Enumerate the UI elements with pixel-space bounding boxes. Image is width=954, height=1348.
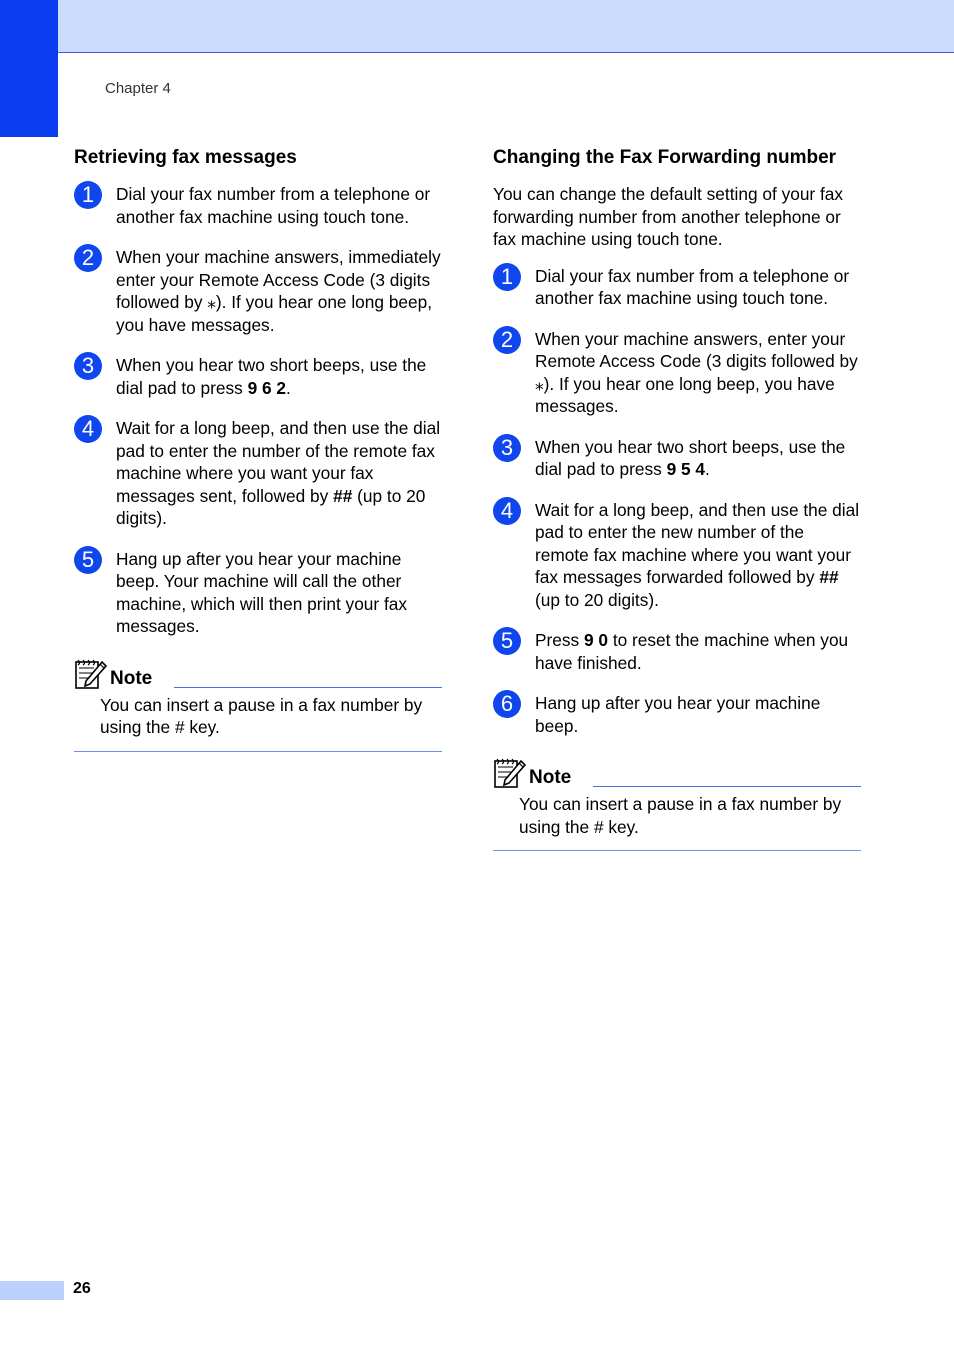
step-text: When you hear two short beeps, use the dial pad to press (116, 355, 427, 398)
step (74, 183, 442, 228)
step-text-end: (up to 20 digits). (116, 485, 426, 528)
section-title-retrieving: Retrieving fax messages (74, 147, 297, 168)
right-column (493, 145, 861, 851)
note-box (493, 755, 861, 851)
step-text: Dial your fax number from a telephone or another fax machine using touch tone. (116, 184, 431, 227)
step-number: 2 (493, 326, 521, 354)
step-text: When you hear two short beeps, use the dial pad to press (535, 436, 846, 479)
step (74, 417, 442, 530)
chapter-label: Chapter 4 (105, 80, 171, 97)
left-column (74, 145, 442, 752)
step-text: Wait for a long beep, and then use the dial pad to enter the new number of the remote fax machine where you want your fax messages forwarded followed by (535, 499, 860, 587)
step (74, 246, 442, 336)
step-number: 1 (493, 263, 521, 291)
step-text-end: (up to 20 digits). (535, 589, 659, 610)
step-text: Hang up after you hear your machine beep. (535, 693, 821, 736)
step (74, 548, 442, 638)
step-text: Press (535, 630, 584, 650)
step-text: When your machine answers, enter your Remote Access Code (3 digits followed by ⁎). If you hear one long beep, you have messages. (535, 328, 858, 416)
note-text: You can insert a pause in a fax number by using the # key. (519, 794, 842, 837)
step (493, 265, 861, 310)
note-bottom-rule (74, 751, 442, 752)
step-number: 2 (74, 244, 102, 272)
header-band (58, 0, 954, 53)
section-title-changing: Changing the Fax Forwarding number (493, 147, 837, 168)
step (493, 692, 861, 737)
key-sequence: 9 6 2 (247, 377, 287, 398)
step-number: 5 (74, 546, 102, 574)
note-text: You can insert a pause in a fax number by using the # key. (100, 694, 423, 737)
step-number: 6 (493, 690, 521, 718)
step-text-end: . (705, 459, 710, 479)
step (493, 436, 861, 481)
step-text: When your machine answers, immediately enter your Remote Access Code (3 digits followed by ⁎). If you hear one long beep, you have messages. (116, 247, 441, 335)
key-sequence: 9 0 (583, 630, 609, 650)
step (493, 629, 861, 674)
step-text-end: . (286, 377, 291, 398)
key-sequence: ## (819, 567, 839, 587)
note-title: Note (110, 667, 153, 689)
step (74, 354, 442, 399)
key-sequence: 9 5 4 (666, 459, 706, 479)
step-number: 3 (493, 434, 521, 462)
note-title: Note (529, 767, 572, 788)
step-text: Wait for a long beep, and then use the dial pad to enter the number of the remote fax machine where you want your fax messages sent, followed by (116, 418, 441, 506)
step (493, 328, 861, 418)
step-text-end: to reset the machine when you have finished. (535, 630, 849, 673)
step-text: Hang up after you hear your machine beep. Your machine will call the other machine, which will then print your fax messages. (116, 548, 408, 636)
note-divider (593, 786, 861, 787)
step-number: 3 (74, 352, 102, 380)
pencil-notepad-icon (74, 658, 108, 690)
page-number: 26 (73, 1280, 91, 1297)
step-number: 1 (74, 181, 102, 209)
step-number: 4 (493, 497, 521, 525)
note-divider (174, 687, 442, 688)
note-bottom-rule (493, 850, 861, 851)
step-text: Dial your fax number from a telephone or another fax machine using touch tone. (535, 265, 850, 308)
step (493, 499, 861, 612)
note-box (74, 656, 442, 752)
section-intro: You can change the default setting of your fax forwarding number from another telephone or fax machine using touch tone. (493, 184, 844, 249)
chapter-tab (0, 0, 58, 137)
key-sequence: ## (333, 485, 353, 506)
pencil-notepad-icon (493, 757, 527, 789)
step-number: 5 (493, 627, 521, 655)
step-number: 4 (74, 415, 102, 443)
page-number-tab (0, 1281, 64, 1300)
